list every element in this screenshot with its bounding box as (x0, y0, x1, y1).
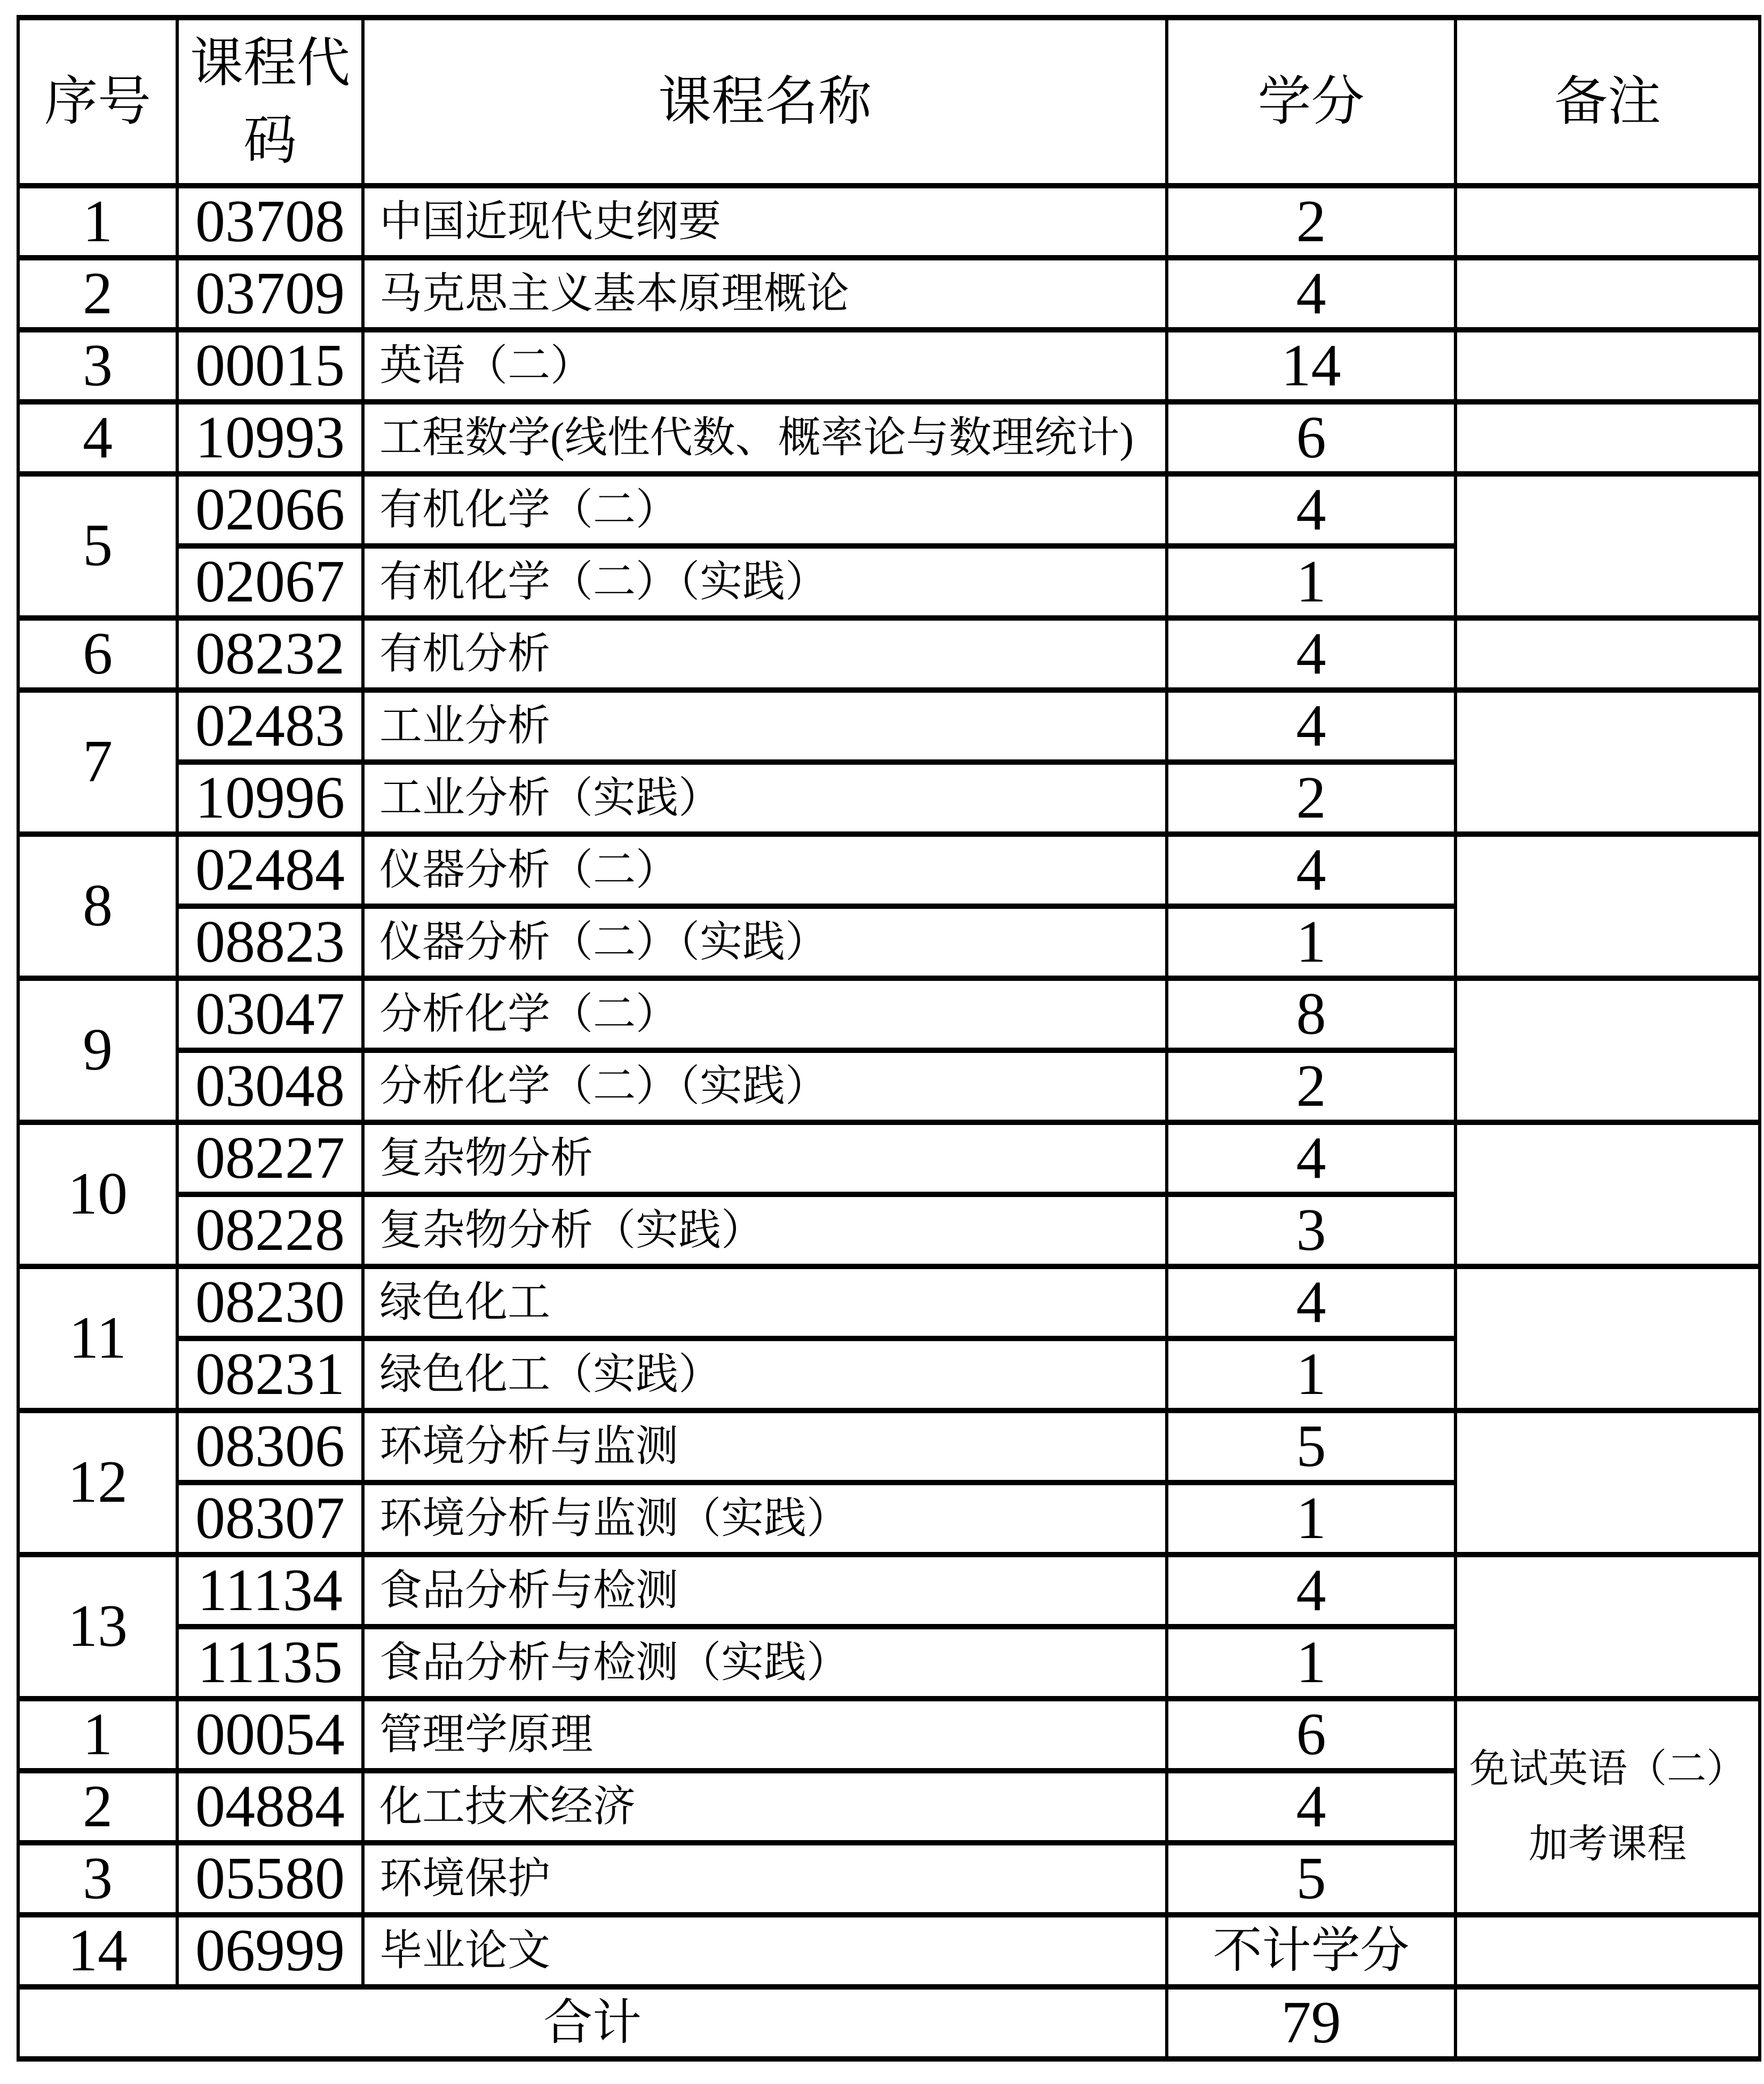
credits-cell: 6 (1167, 402, 1456, 474)
course-row (18, 1699, 1760, 1771)
code-cell: 08306 (177, 1411, 363, 1483)
code-cell: 08232 (177, 618, 363, 690)
remark-cell (1456, 1915, 1760, 1987)
name-cell: 绿色化工 (363, 1266, 1167, 1338)
name-cell: 有机化学（二） (363, 474, 1167, 546)
course-row (18, 186, 1760, 258)
header-credits: 学分 (1167, 18, 1456, 186)
course-row (18, 402, 1760, 474)
code-cell: 00054 (177, 1699, 363, 1771)
credits-cell: 1 (1167, 1627, 1456, 1699)
credits-cell: 4 (1167, 258, 1456, 330)
total-label-cell: 合计 (18, 1987, 1167, 2059)
name-cell: 分析化学（二）（实践） (363, 1050, 1167, 1122)
name-cell: 仪器分析（二）（实践） (363, 906, 1167, 978)
name-cell: 复杂物分析 (363, 1122, 1167, 1194)
code-cell: 03047 (177, 978, 363, 1050)
course-row (18, 978, 1760, 1050)
credits-cell: 4 (1167, 1555, 1456, 1627)
remark-cell (1456, 258, 1760, 330)
name-cell: 英语（二） (363, 330, 1167, 402)
course-row (18, 1915, 1760, 1987)
seq-cell: 5 (18, 474, 177, 618)
name-cell: 环境分析与监测（实践） (363, 1483, 1167, 1555)
name-cell: 马克思主义基本原理概论 (363, 258, 1167, 330)
header-row (18, 18, 1760, 186)
code-cell: 03708 (177, 186, 363, 258)
name-cell: 复杂物分析（实践） (363, 1194, 1167, 1266)
seq-cell: 6 (18, 618, 177, 690)
code-cell: 02067 (177, 546, 363, 618)
seq-cell: 3 (18, 330, 177, 402)
credits-cell: 8 (1167, 978, 1456, 1050)
name-cell: 工业分析（实践） (363, 762, 1167, 834)
name-cell: 化工技术经济 (363, 1771, 1167, 1843)
code-cell: 10993 (177, 402, 363, 474)
code-cell: 11134 (177, 1555, 363, 1627)
credits-cell: 1 (1167, 546, 1456, 618)
seq-cell: 2 (18, 1771, 177, 1843)
seq-cell: 1 (18, 1699, 177, 1771)
code-cell: 08823 (177, 906, 363, 978)
header-remark: 备注 (1456, 18, 1760, 186)
seq-cell: 1 (18, 186, 177, 258)
total-row (18, 1987, 1760, 2059)
seq-cell: 12 (18, 1411, 177, 1555)
course-row (18, 1122, 1760, 1194)
name-cell: 食品分析与检测（实践） (363, 1627, 1167, 1699)
remark-cell (1456, 186, 1760, 258)
course-row (18, 1411, 1760, 1483)
code-cell: 02484 (177, 834, 363, 906)
credits-cell: 2 (1167, 762, 1456, 834)
code-cell: 03709 (177, 258, 363, 330)
credits-cell: 4 (1167, 1122, 1456, 1194)
remark-cell: 免试英语（二）加考课程 (1456, 1699, 1760, 1915)
name-cell: 工程数学(线性代数、概率论与数理统计) (363, 402, 1167, 474)
remark-cell (1456, 834, 1760, 978)
code-cell: 00015 (177, 330, 363, 402)
credits-cell: 5 (1167, 1843, 1456, 1915)
name-cell: 环境保护 (363, 1843, 1167, 1915)
table-body (18, 186, 1760, 2059)
name-cell: 仪器分析（二） (363, 834, 1167, 906)
name-cell: 食品分析与检测 (363, 1555, 1167, 1627)
seq-cell: 8 (18, 834, 177, 978)
credits-cell: 4 (1167, 1266, 1456, 1338)
course-row (18, 258, 1760, 330)
course-row (18, 834, 1760, 906)
name-cell: 绿色化工（实践） (363, 1338, 1167, 1411)
total-credits-cell: 79 (1167, 1987, 1456, 2059)
credits-cell: 3 (1167, 1194, 1456, 1266)
course-plan-table (17, 15, 1761, 2062)
remark-cell (1456, 330, 1760, 402)
credits-cell: 6 (1167, 1699, 1456, 1771)
seq-cell: 10 (18, 1122, 177, 1266)
remark-cell (1456, 1411, 1760, 1555)
seq-cell: 4 (18, 402, 177, 474)
name-cell: 工业分析 (363, 690, 1167, 762)
code-cell: 02066 (177, 474, 363, 546)
credits-cell: 1 (1167, 906, 1456, 978)
name-cell: 有机分析 (363, 618, 1167, 690)
course-row (18, 330, 1760, 402)
credits-cell: 4 (1167, 690, 1456, 762)
course-row (18, 690, 1760, 762)
code-cell: 05580 (177, 1843, 363, 1915)
name-cell: 毕业论文 (363, 1915, 1167, 1987)
remark-cell (1456, 1555, 1760, 1699)
code-cell: 06999 (177, 1915, 363, 1987)
remark-cell (1456, 618, 1760, 690)
code-cell: 03048 (177, 1050, 363, 1122)
code-cell: 08307 (177, 1483, 363, 1555)
credits-cell: 2 (1167, 1050, 1456, 1122)
remark-cell (1456, 1122, 1760, 1266)
code-cell: 11135 (177, 1627, 363, 1699)
name-cell: 中国近现代史纲要 (363, 186, 1167, 258)
credits-cell: 2 (1167, 186, 1456, 258)
code-cell: 10996 (177, 762, 363, 834)
credits-cell: 14 (1167, 330, 1456, 402)
code-cell: 08228 (177, 1194, 363, 1266)
header-seq: 序号 (18, 18, 177, 186)
remark-cell (1456, 1266, 1760, 1411)
course-row (18, 618, 1760, 690)
seq-cell: 13 (18, 1555, 177, 1699)
course-row (18, 1266, 1760, 1338)
remark-cell (1456, 978, 1760, 1122)
header-name: 课程名称 (363, 18, 1167, 186)
name-cell: 分析化学（二） (363, 978, 1167, 1050)
credits-cell: 1 (1167, 1338, 1456, 1411)
seq-cell: 3 (18, 1843, 177, 1915)
seq-cell: 7 (18, 690, 177, 834)
name-cell: 管理学原理 (363, 1699, 1167, 1771)
credits-cell: 4 (1167, 834, 1456, 906)
total-remark-cell (1456, 1987, 1760, 2059)
remark-cell (1456, 690, 1760, 834)
seq-cell: 2 (18, 258, 177, 330)
credits-cell: 5 (1167, 1411, 1456, 1483)
name-cell: 环境分析与监测 (363, 1411, 1167, 1483)
code-cell: 08227 (177, 1122, 363, 1194)
credits-cell: 4 (1167, 474, 1456, 546)
seq-cell: 11 (18, 1266, 177, 1411)
code-cell: 04884 (177, 1771, 363, 1843)
remark-cell (1456, 474, 1760, 618)
name-cell: 有机化学（二）（实践） (363, 546, 1167, 618)
seq-cell: 14 (18, 1915, 177, 1987)
seq-cell: 9 (18, 978, 177, 1122)
code-cell: 02483 (177, 690, 363, 762)
remark-cell (1456, 402, 1760, 474)
credits-cell: 1 (1167, 1483, 1456, 1555)
header-code: 课程代码 (177, 18, 363, 186)
course-row (18, 474, 1760, 546)
code-cell: 08230 (177, 1266, 363, 1338)
credits-cell: 不计学分 (1167, 1915, 1456, 1987)
code-cell: 08231 (177, 1338, 363, 1411)
credits-cell: 4 (1167, 618, 1456, 690)
credits-cell: 4 (1167, 1771, 1456, 1843)
course-row (18, 1555, 1760, 1627)
